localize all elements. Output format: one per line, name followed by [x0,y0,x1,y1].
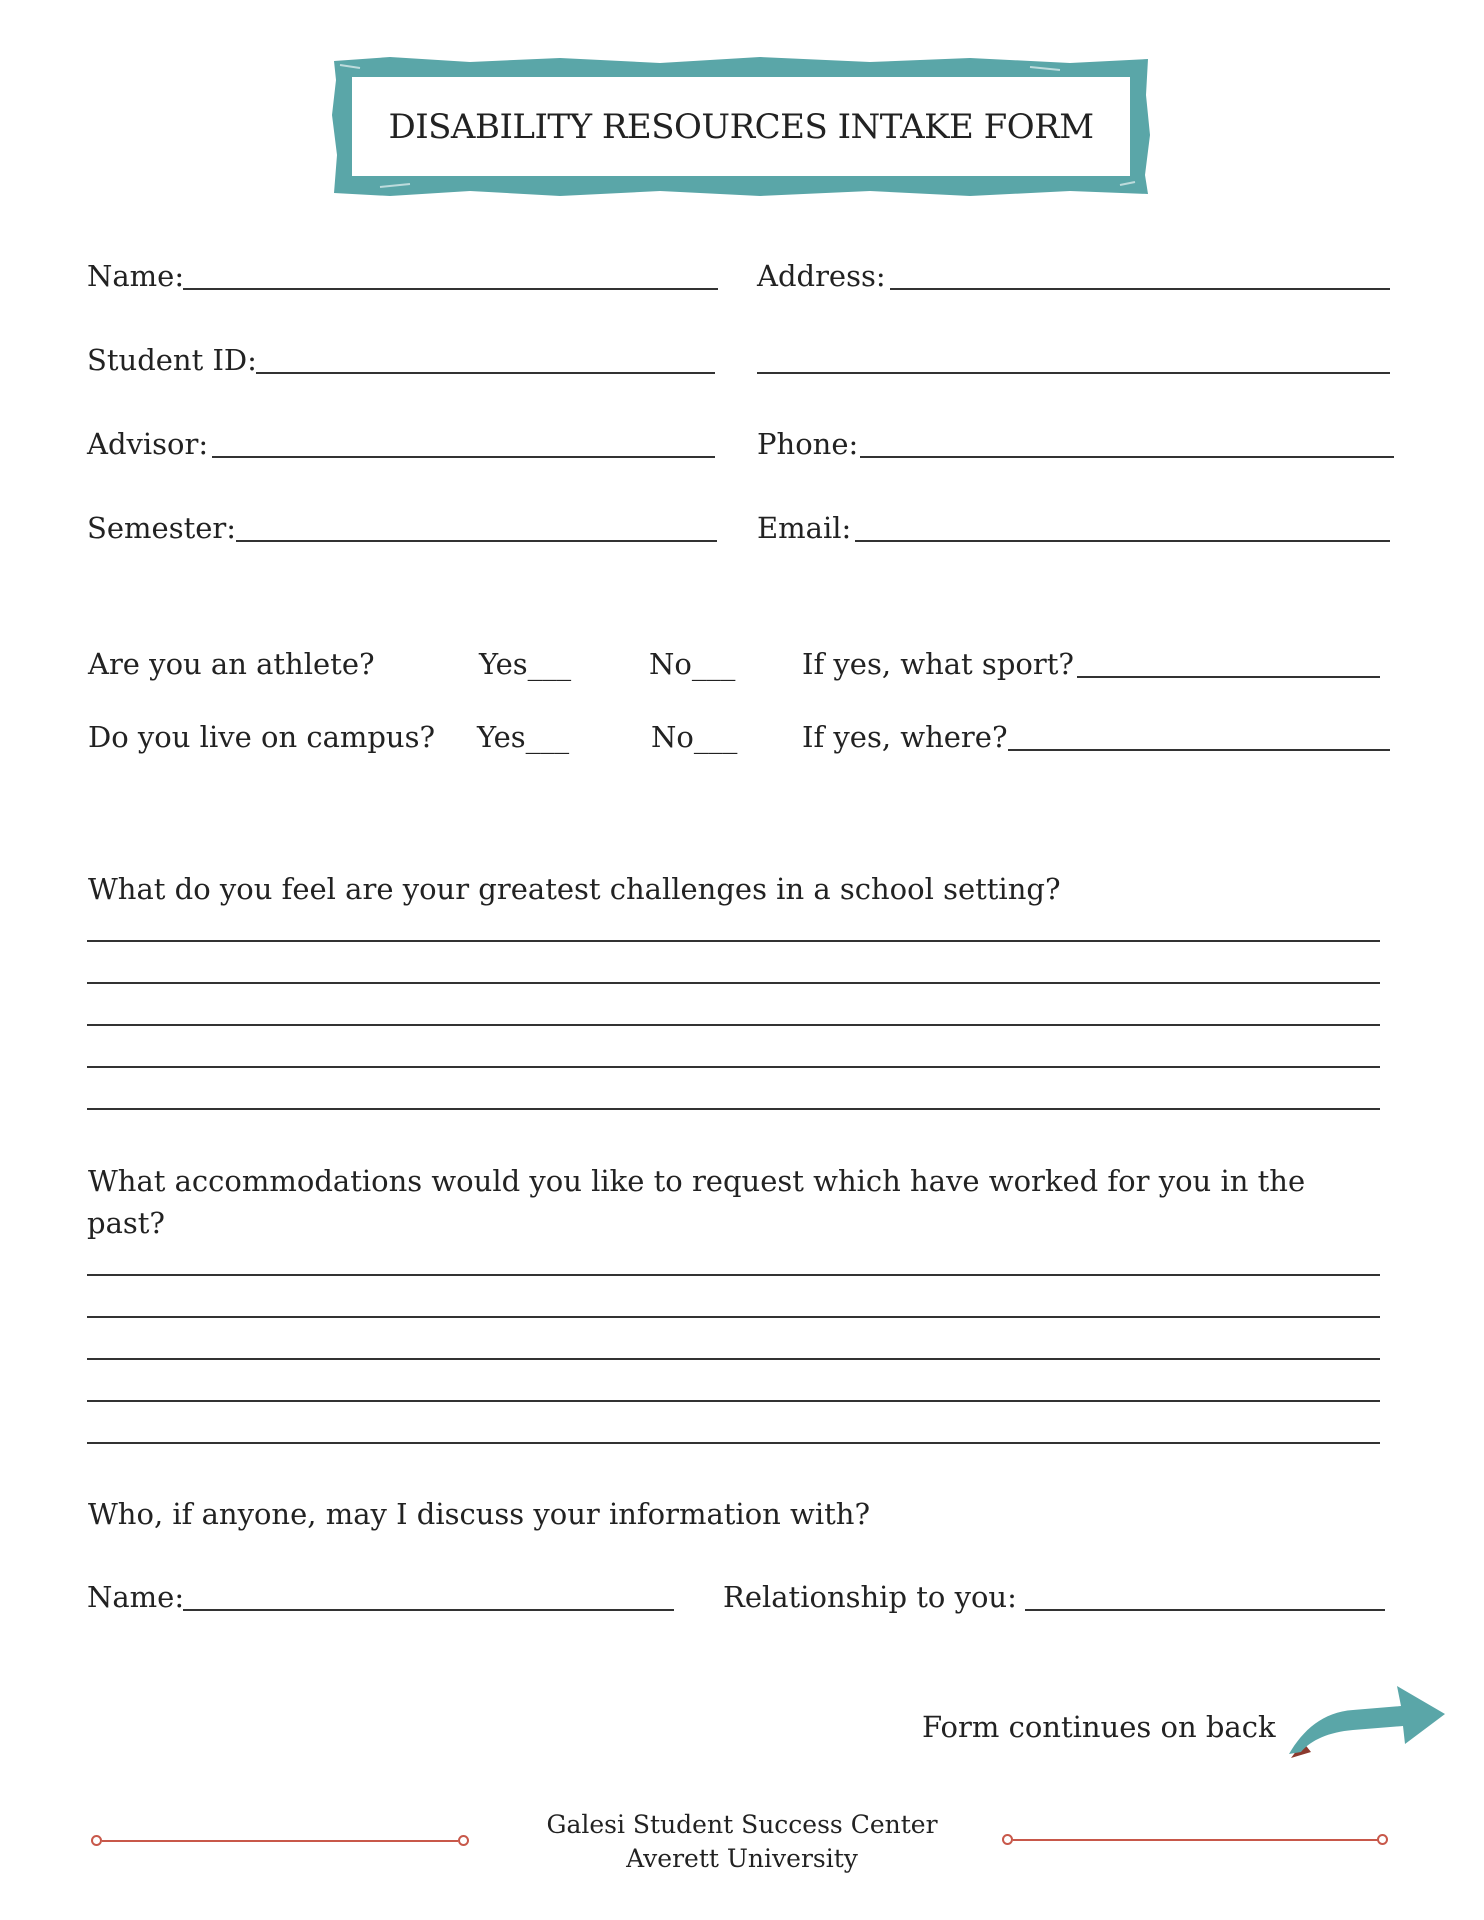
challenges-line-3[interactable] [87,1024,1380,1026]
accommodations-line-5[interactable] [87,1442,1380,1444]
accommodations-line-4[interactable] [87,1400,1380,1402]
athlete-question: Are you an athlete? [88,647,375,681]
where-field[interactable] [1008,749,1390,751]
campus-question: Do you live on campus? [88,720,436,754]
accommodations-line-2[interactable] [87,1316,1380,1318]
challenges-line-1[interactable] [87,940,1380,942]
athlete-no-option[interactable]: No___ [649,647,736,681]
arrow-right-icon [1283,1680,1453,1770]
sport-label: If yes, what sport? [802,647,1074,681]
advisor-label: Advisor: [87,427,209,461]
accommodations-question-line2: past? [87,1206,165,1240]
email-field[interactable] [855,540,1390,542]
name-label: Name: [87,259,185,293]
page-title: DISABILITY RESOURCES INTAKE FORM [388,106,1094,147]
footer-left-dot-start [91,1835,102,1846]
contact-name-label: Name: [87,1580,185,1614]
campus-no-option[interactable]: No___ [651,720,738,754]
student-id-label: Student ID: [87,343,257,377]
footer-left-dot-end [458,1835,469,1846]
semester-field[interactable] [236,540,717,542]
continue-note: Form continues on back [922,1710,1276,1744]
relationship-field[interactable] [1025,1609,1385,1611]
phone-label: Phone: [757,427,859,461]
address-line-2-field[interactable] [757,372,1390,374]
athlete-yes-option[interactable]: Yes___ [479,647,572,681]
footer-right-dot-start [1002,1834,1013,1845]
semester-label: Semester: [87,511,237,545]
accommodations-line-3[interactable] [87,1358,1380,1360]
form-title-frame [330,55,1152,198]
footer-university: Averett University [626,1844,858,1873]
challenges-question: What do you feel are your greatest challenges in a school setting? [88,872,1061,906]
address-field[interactable] [890,288,1390,290]
footer-right-dot-end [1377,1834,1388,1845]
email-label: Email: [757,511,852,545]
phone-field[interactable] [860,456,1394,458]
address-label: Address: [757,259,886,293]
where-label: If yes, where? [802,720,1008,754]
challenges-line-4[interactable] [87,1066,1380,1068]
relationship-label: Relationship to you: [723,1580,1017,1614]
name-field[interactable] [183,288,718,290]
challenges-line-5[interactable] [87,1108,1380,1110]
sport-field[interactable] [1077,676,1380,678]
advisor-field[interactable] [212,456,715,458]
accommodations-line-1[interactable] [87,1274,1380,1276]
footer-center-name: Galesi Student Success Center [546,1810,938,1839]
discuss-question: Who, if anyone, may I discuss your information with? [88,1497,871,1531]
campus-yes-option[interactable]: Yes___ [477,720,570,754]
footer-left-rule [102,1840,458,1842]
student-id-field[interactable] [256,372,715,374]
footer-right-rule [1013,1839,1378,1841]
contact-name-field[interactable] [183,1609,674,1611]
challenges-line-2[interactable] [87,982,1380,984]
accommodations-question-line1: What accommodations would you like to request which have worked for you in the [88,1164,1306,1198]
